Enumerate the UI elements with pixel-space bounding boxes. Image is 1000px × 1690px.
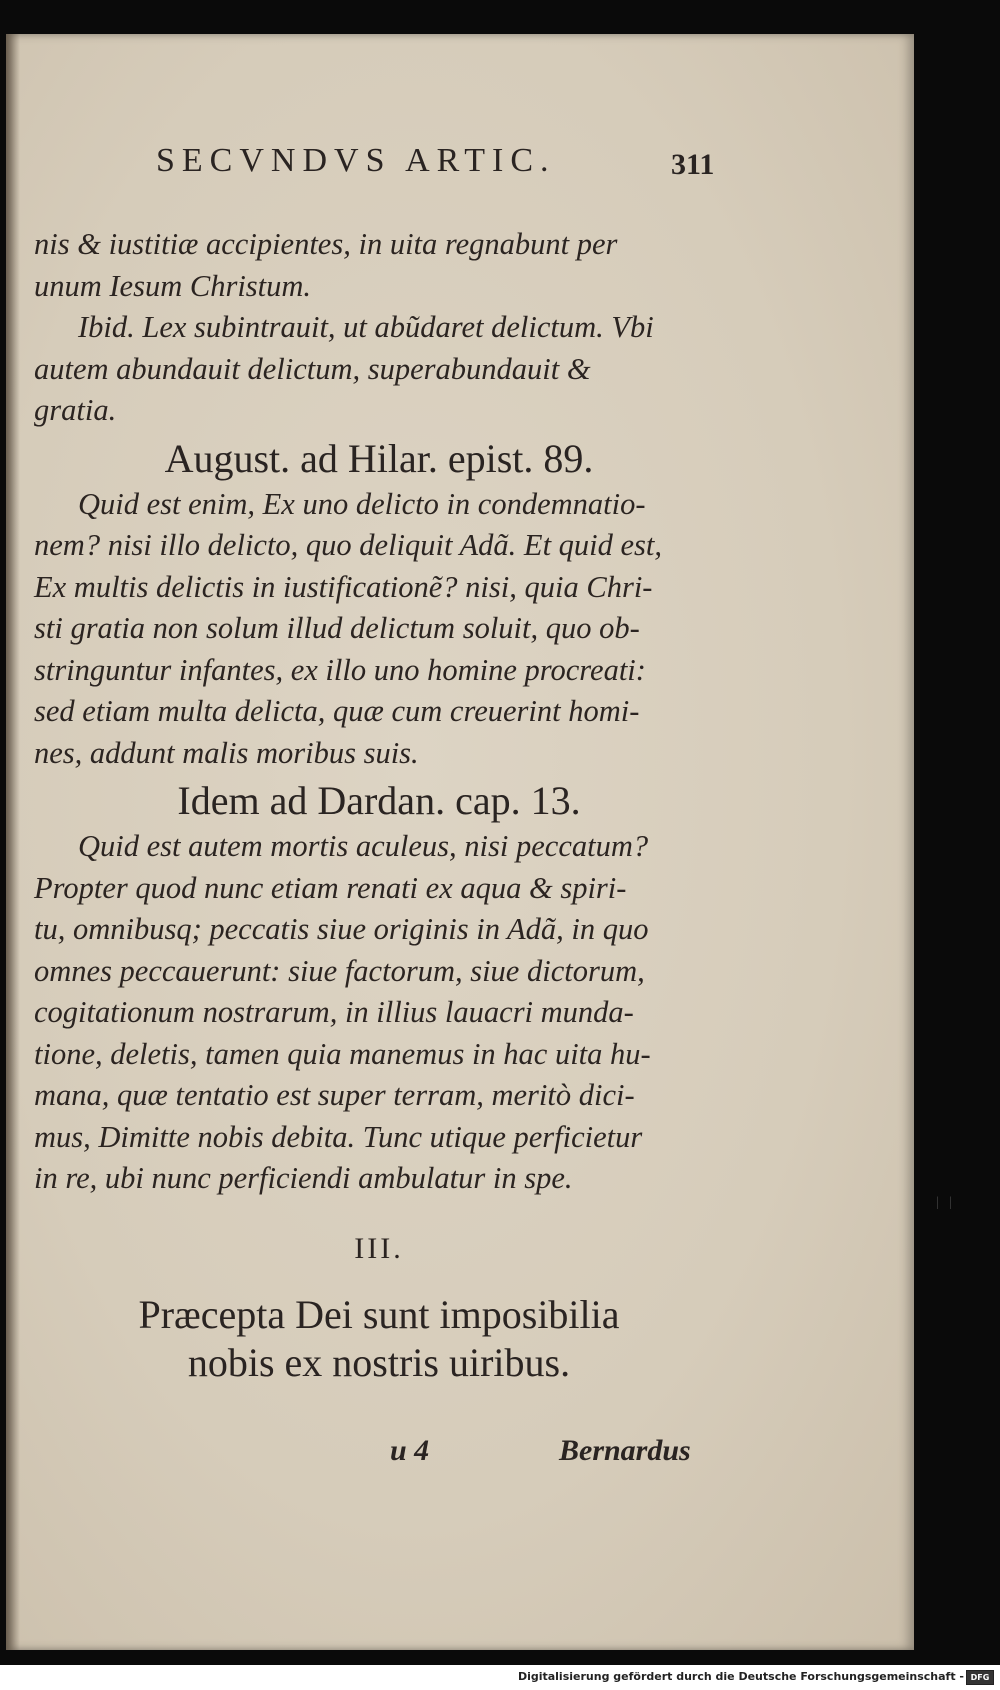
text-line: August. ad Hilar. epist. 89. [164, 435, 594, 481]
text-line: tione, deletis, tamen quia manemus in hac uita hu- [34, 1036, 651, 1071]
precept-heading [34, 1291, 724, 1387]
paragraph [34, 484, 724, 775]
precept-line: Præcepta Dei sunt imposibilia [138, 1292, 620, 1337]
signature-mark: u 4 [390, 1434, 430, 1467]
text-line: autem abundauit delictum, superabundauit & [34, 351, 591, 386]
text-line: tu, omnibusq; peccatis siue originis in Adã, in quo [34, 912, 649, 946]
section-heading [34, 776, 724, 826]
body-text [34, 224, 724, 1387]
text-line: stringuntur infantes, ex illo uno homine procreati: [34, 652, 646, 687]
text-line: mana, quæ tentatio est super terram, meritò dici- [34, 1078, 635, 1112]
text-line: nis & iustitiæ accipientes, in uita regnabunt per [34, 227, 618, 261]
page-header [6, 142, 914, 198]
text-line: Quid est autem mortis aculeus, nisi peccatum? [78, 829, 649, 863]
text-line: gratia. [34, 393, 117, 427]
text-line: unum Iesum Christum. [34, 268, 312, 303]
funding-notice: Digitalisierung gefördert durch die Deutsche Forschungsgemeinschaft - [517, 1670, 964, 1683]
text-line: Idem ad Dardan. cap. 13. [177, 778, 581, 823]
text-line: nem? nisi illo delicto, quo deliquit Adã. Et quid est, [34, 528, 663, 562]
paragraph [34, 307, 724, 432]
text-line: cogitationum nostrarum, in illius lauacri munda- [34, 995, 634, 1029]
scan-edge-marks: | | [936, 1195, 953, 1210]
text-line: mus, Dimitte nobis debita. Tunc utique perficietur [34, 1119, 643, 1154]
text-line: Quid est enim, Ex uno delicto in condemnatio- [78, 486, 646, 521]
dfg-logo: DFG [966, 1670, 994, 1685]
funding-bar [0, 1665, 1000, 1690]
text-line: Ex multis delictis in iustificationẽ? nisi, quia Chri- [34, 569, 653, 604]
running-head: SECVNDVS ARTIC. [156, 142, 556, 179]
book-page [6, 34, 914, 1650]
section-heading [34, 434, 724, 484]
text-line: omnes peccauerunt: siue factorum, siue dictorum, [34, 953, 645, 988]
text-line: in re, ubi nunc perficiendi ambulatur in spe. [34, 1161, 573, 1195]
section-number: III. [354, 1231, 404, 1265]
text-line: Ibid. Lex subintrauit, ut abũdaret delictum. Vbi [78, 310, 654, 344]
page-gutter-shadow [6, 34, 20, 1650]
precept-line: nobis ex nostris uiribus. [187, 1340, 571, 1385]
paragraph [34, 224, 724, 307]
paragraph [34, 826, 724, 1200]
text-line: Propter quod nunc etiam renati ex aqua & spiri- [34, 870, 627, 905]
page-number: 311 [671, 148, 715, 181]
text-line: sed etiam multa delicta, quæ cum creuerint homi- [34, 694, 640, 728]
text-line: sti gratia non solum illud delictum soluit, quo ob- [34, 611, 640, 645]
text-line: nes, addunt malis moribus suis. [34, 735, 419, 770]
page-footer [6, 1434, 914, 1474]
catchword: Bernardus [559, 1434, 691, 1467]
